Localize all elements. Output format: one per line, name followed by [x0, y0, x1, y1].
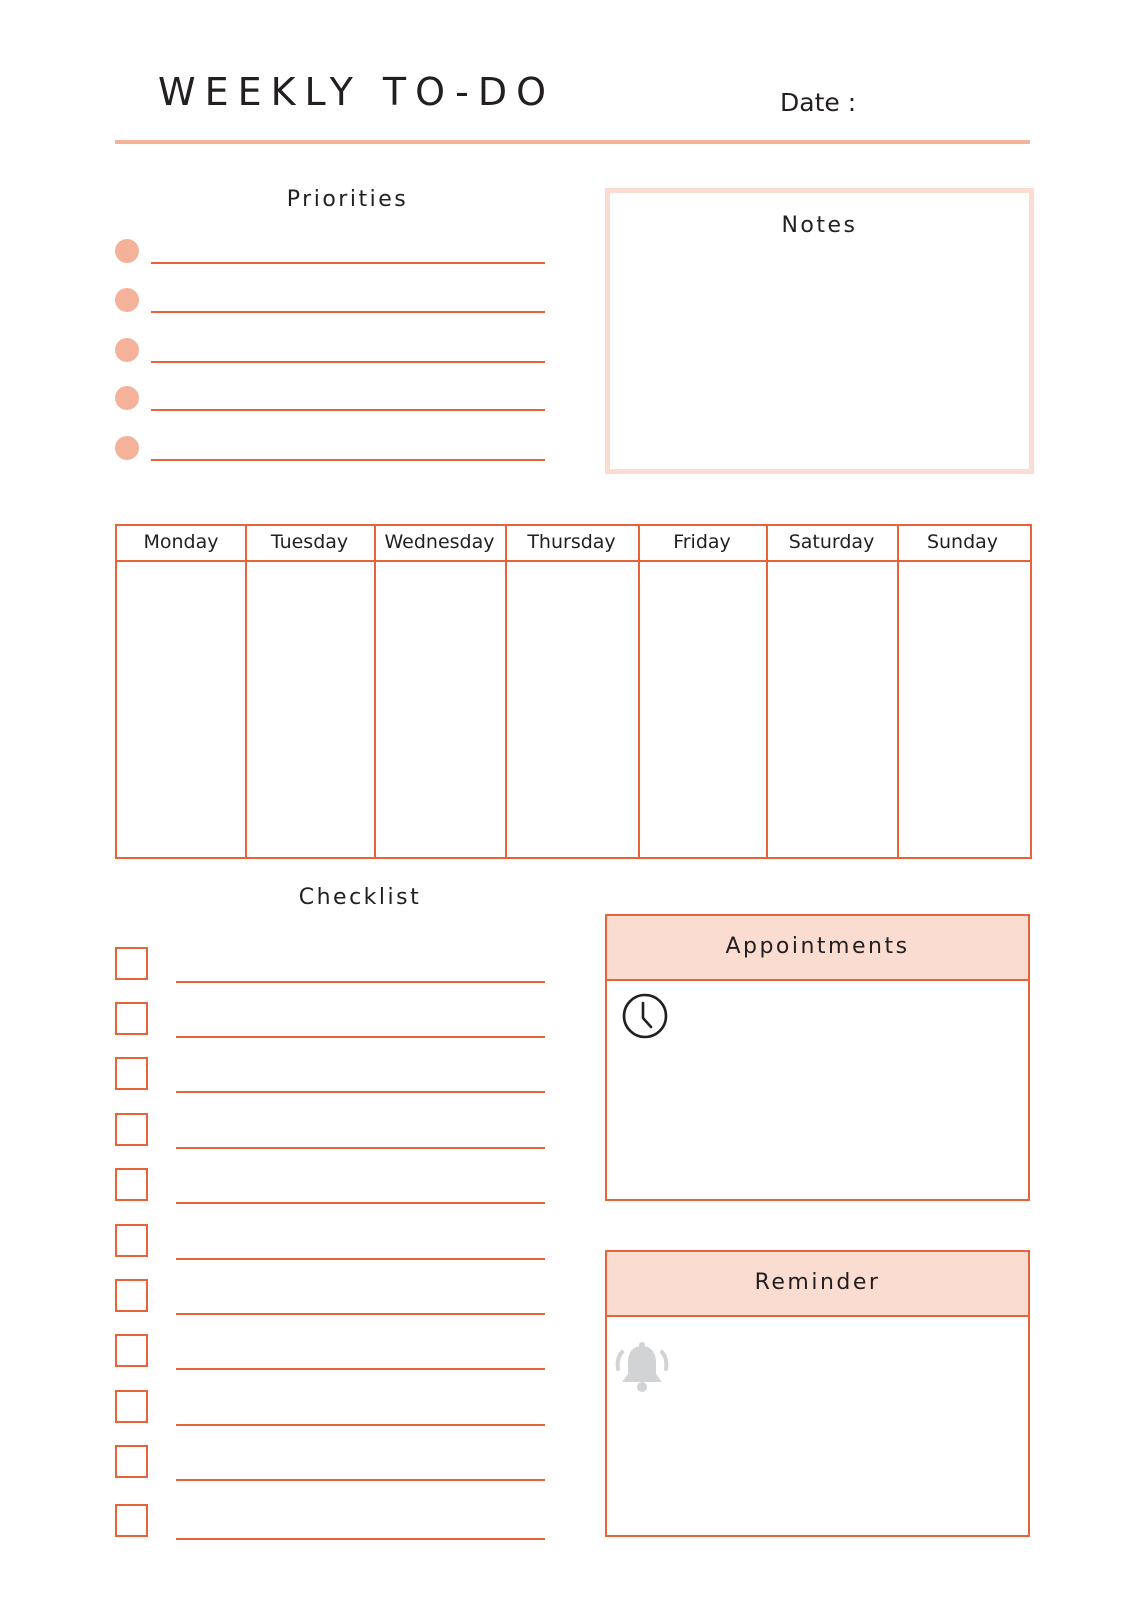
- priority-item[interactable]: [115, 285, 545, 315]
- checklist-item[interactable]: [115, 1057, 545, 1093]
- checklist-line[interactable]: [176, 1258, 545, 1260]
- checklist-line[interactable]: [176, 1424, 545, 1426]
- checklist-item[interactable]: [115, 1504, 545, 1540]
- checklist-line[interactable]: [176, 1313, 545, 1315]
- clock-icon: [621, 992, 669, 1040]
- checkbox[interactable]: [115, 1334, 148, 1367]
- day-header-friday: Friday: [673, 531, 731, 553]
- appointments-header: [607, 916, 1028, 981]
- checklist-item[interactable]: [115, 1168, 545, 1204]
- checkbox[interactable]: [115, 1002, 148, 1035]
- checkbox[interactable]: [115, 1224, 148, 1257]
- priority-bullet: [115, 288, 139, 312]
- checklist-item[interactable]: [115, 1279, 545, 1315]
- priority-line[interactable]: [151, 361, 545, 363]
- checklist-item[interactable]: [115, 1445, 545, 1481]
- day-column-tuesday[interactable]: [245, 526, 247, 857]
- checklist-item[interactable]: [115, 1224, 545, 1260]
- day-header-wednesday: Wednesday: [384, 531, 495, 553]
- day-header-saturday: Saturday: [788, 531, 875, 553]
- priority-bullet: [115, 386, 139, 410]
- priority-bullet: [115, 239, 139, 263]
- checkbox[interactable]: [115, 1504, 148, 1537]
- day-header-monday: Monday: [143, 531, 219, 553]
- week-table: [115, 524, 1032, 859]
- checkbox[interactable]: [115, 947, 148, 980]
- page-title: WEEKLY TO-DO: [158, 70, 555, 114]
- checklist-line[interactable]: [176, 1202, 545, 1204]
- notes-title: Notes: [781, 213, 858, 238]
- checkbox[interactable]: [115, 1057, 148, 1090]
- checklist-line[interactable]: [176, 1091, 545, 1093]
- day-header-sunday: Sunday: [926, 531, 999, 553]
- checkbox[interactable]: [115, 1445, 148, 1478]
- priority-item[interactable]: [115, 433, 545, 463]
- date-label: Date :: [780, 88, 857, 117]
- week-header-divider: [117, 560, 1030, 562]
- reminder-panel[interactable]: [605, 1250, 1030, 1537]
- checklist-line[interactable]: [176, 1036, 545, 1038]
- priority-line[interactable]: [151, 409, 545, 411]
- day-header-thursday: Thursday: [527, 531, 616, 553]
- priority-item[interactable]: [115, 335, 545, 365]
- checklist-item[interactable]: [115, 1390, 545, 1426]
- priority-line[interactable]: [151, 262, 545, 264]
- checklist-item[interactable]: [115, 1113, 545, 1149]
- day-column-thursday[interactable]: [505, 526, 507, 857]
- checklist-title: Checklist: [298, 885, 422, 910]
- checklist-line[interactable]: [176, 1147, 545, 1149]
- priority-line[interactable]: [151, 311, 545, 313]
- checklist-line[interactable]: [176, 1479, 545, 1481]
- checklist-item[interactable]: [115, 1334, 545, 1370]
- checklist-line[interactable]: [176, 1538, 545, 1540]
- priorities-title: Priorities: [286, 187, 409, 212]
- reminder-header: [607, 1252, 1028, 1317]
- priority-bullet: [115, 436, 139, 460]
- checkbox[interactable]: [115, 1113, 148, 1146]
- day-column-sunday[interactable]: [897, 526, 899, 857]
- day-header-tuesday: Tuesday: [270, 531, 349, 553]
- checkbox[interactable]: [115, 1390, 148, 1423]
- checklist-line[interactable]: [176, 1368, 545, 1370]
- checklist-item[interactable]: [115, 947, 545, 983]
- day-column-wednesday[interactable]: [374, 526, 376, 857]
- checklist-line[interactable]: [176, 981, 545, 983]
- appointments-title: Appointments: [725, 934, 910, 959]
- day-column-saturday[interactable]: [766, 526, 768, 857]
- checklist-item[interactable]: [115, 1002, 545, 1038]
- checkbox[interactable]: [115, 1168, 148, 1201]
- priority-line[interactable]: [151, 459, 545, 461]
- priority-bullet: [115, 338, 139, 362]
- checkbox[interactable]: [115, 1279, 148, 1312]
- bell-icon: [613, 1340, 671, 1396]
- priority-item[interactable]: [115, 383, 545, 413]
- day-column-friday[interactable]: [638, 526, 640, 857]
- appointments-panel[interactable]: [605, 914, 1030, 1201]
- header-divider: [115, 140, 1030, 144]
- priority-item[interactable]: [115, 236, 545, 266]
- reminder-title: Reminder: [754, 1270, 881, 1295]
